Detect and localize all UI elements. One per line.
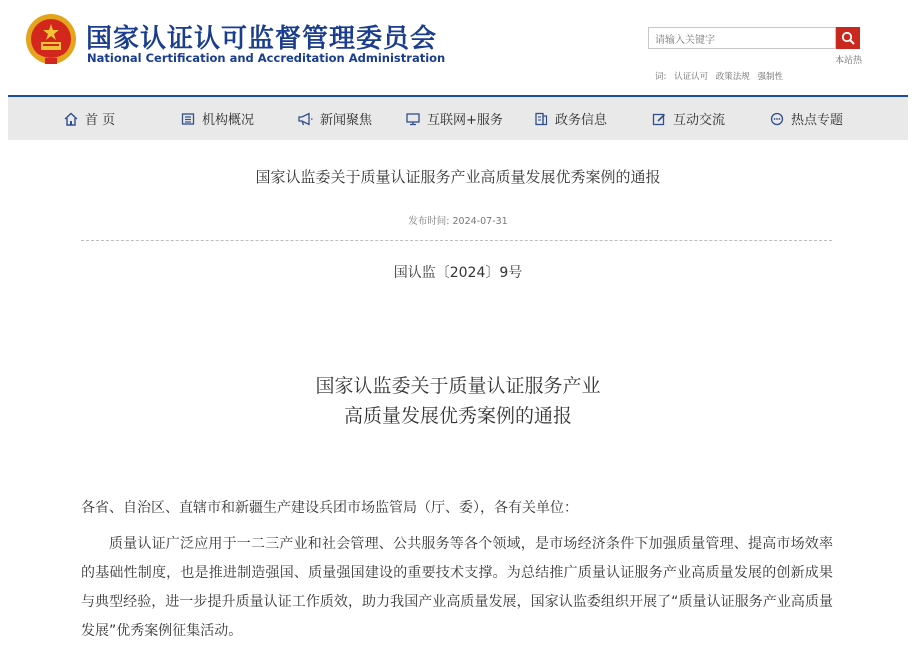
nav-item-interaction[interactable] xyxy=(652,97,725,140)
hotword-link[interactable]: 政策法规 xyxy=(715,72,750,82)
monitor-icon xyxy=(406,112,420,126)
nav-label: 热点专题 xyxy=(791,113,844,128)
hot-search-label: 本站热 xyxy=(835,56,863,66)
document-icon xyxy=(534,112,548,126)
hotwords-row xyxy=(655,70,788,82)
nav-label: 互动交流 xyxy=(673,113,726,128)
main-nav xyxy=(8,97,908,140)
nav-label: 政务信息 xyxy=(555,113,608,128)
search-icon xyxy=(841,31,855,45)
edit-icon xyxy=(652,112,666,126)
org-name-cn[interactable]: 国家认证认可监督管理委员会 xyxy=(86,24,438,54)
publish-date-label: 发布时间: xyxy=(408,216,450,227)
nav-label: 新闻聚焦 xyxy=(320,113,373,128)
nav-label: 互联网+服务 xyxy=(427,113,503,128)
nav-item-hot-topics[interactable] xyxy=(770,97,843,140)
nav-item-gov-info[interactable] xyxy=(534,97,607,140)
nav-item-internet-service[interactable] xyxy=(406,97,503,140)
body-paragraph: 质量认证广泛应用于一二三产业和社会管理、公共服务等各个领域，是市场经济条件下加强质量管理、提高市场效率的基础性制度，也是推进制造强国、质量强国建设的重要技术支撑。为总结推广质量认证服务产业高质量发展的创新成果与典型经验，进一步提升质量认证工作质效，助力我国产业高质量发展，国家认监委组织开展了“质量认证服务产业高质量发展”优秀案例征集活动。 xyxy=(81,536,833,639)
search-box xyxy=(648,27,836,49)
national-emblem-icon[interactable] xyxy=(24,12,78,68)
heading-line: 国家认监委关于质量认证服务产业 xyxy=(315,375,601,397)
nav-item-home[interactable] xyxy=(64,97,115,140)
hotwords-label: 词: xyxy=(655,72,667,82)
org-name-en[interactable]: National Certification and Accreditation Administration xyxy=(87,51,446,65)
hotword-link[interactable]: 认证认可 xyxy=(674,72,709,82)
article-heading xyxy=(0,371,916,431)
document-number: 国认监〔2024〕9号 xyxy=(393,265,523,281)
chat-icon xyxy=(770,112,784,126)
home-icon xyxy=(64,112,78,126)
publish-date-value: 2024-07-31 xyxy=(452,216,508,227)
salutation: 各省、自治区、直辖市和新疆生产建设兵团市场监管局（厅、委），各有关单位： xyxy=(81,500,578,516)
nav-label: 机构概况 xyxy=(202,113,255,128)
nav-label: 首 页 xyxy=(85,113,116,128)
site-header xyxy=(0,0,916,95)
nav-item-news[interactable] xyxy=(298,97,372,140)
article-title: 国家认监委关于质量认证服务产业高质量发展优秀案例的通报 xyxy=(255,168,661,186)
hotword-link[interactable]: 强制性 xyxy=(757,72,784,82)
nav-item-about[interactable] xyxy=(181,97,254,140)
title-divider xyxy=(81,240,832,241)
heading-line: 高质量发展优秀案例的通报 xyxy=(343,405,572,427)
search-button[interactable] xyxy=(836,27,860,49)
search-input[interactable] xyxy=(649,31,841,51)
publish-date xyxy=(0,213,916,227)
megaphone-icon xyxy=(298,112,313,126)
list-icon xyxy=(181,112,195,126)
